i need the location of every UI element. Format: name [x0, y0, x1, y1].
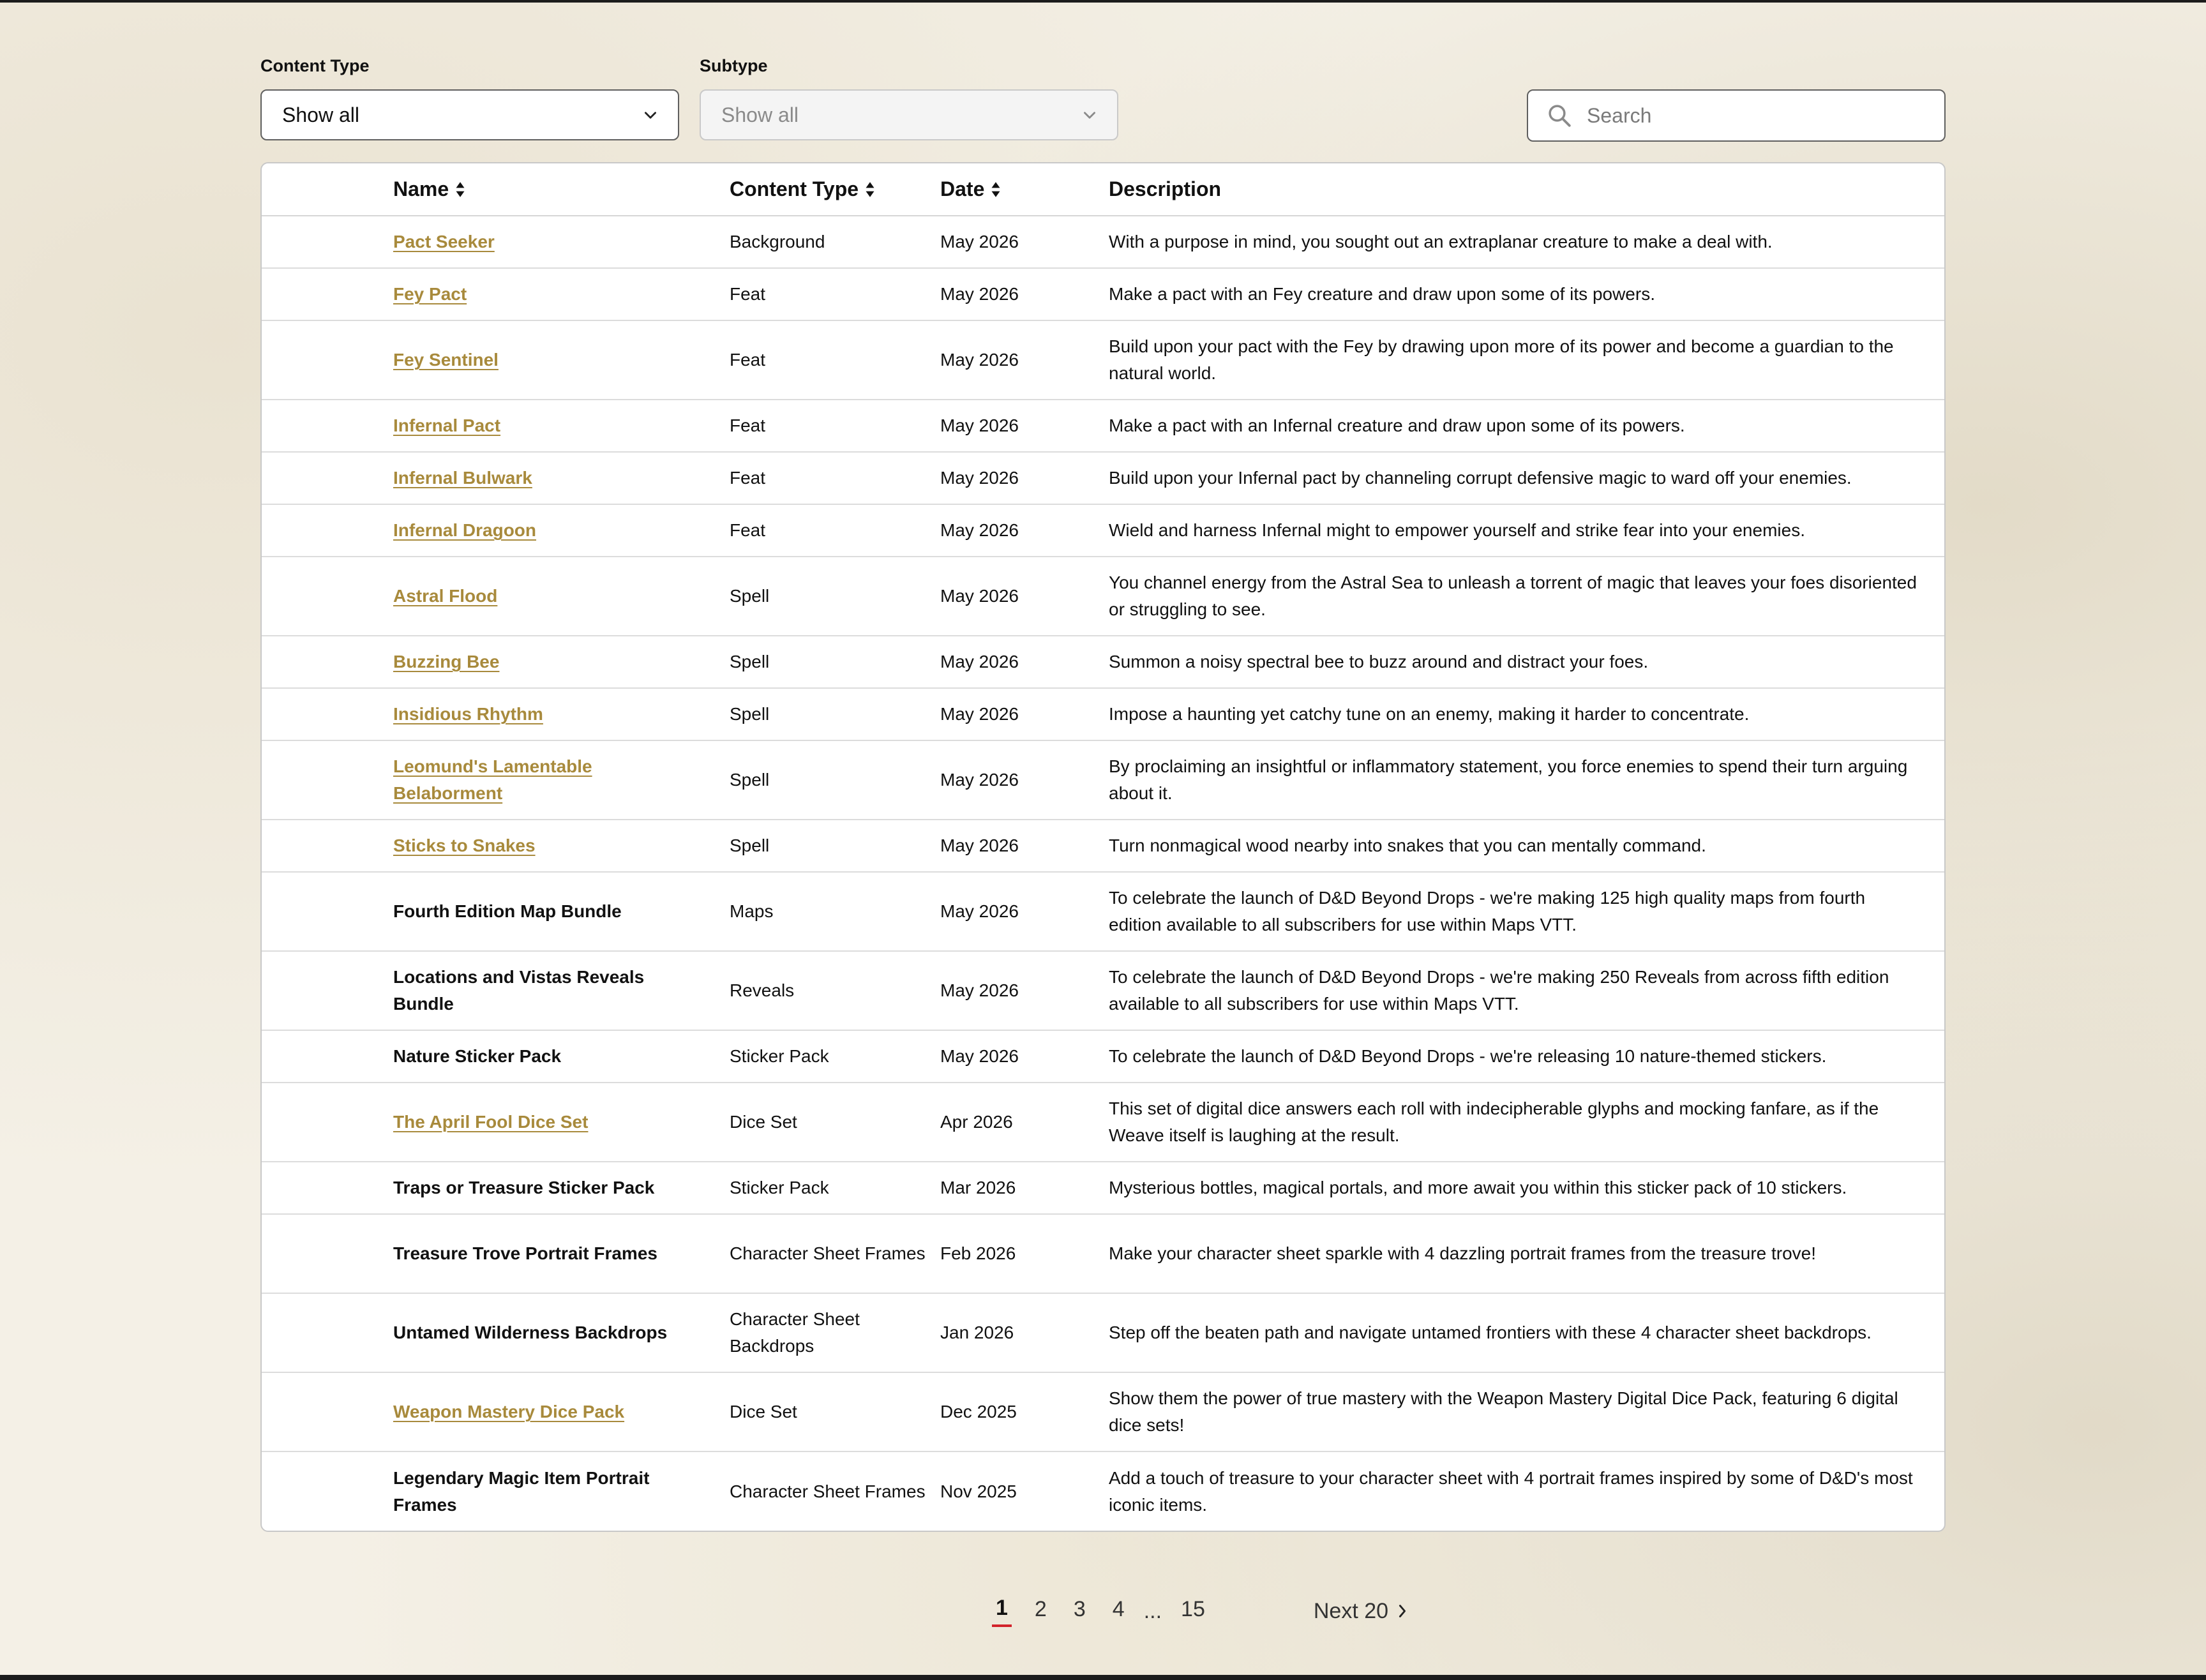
- item-date: May 2026: [940, 416, 1019, 435]
- description-header-label: Description: [1109, 177, 1222, 200]
- item-name-link[interactable]: Infernal Dragoon: [393, 520, 537, 540]
- item-description: Show them the power of true mastery with the Weapon Mastery Digital Dice Pack, featuring 6 digital dice sets!: [1109, 1388, 1898, 1435]
- item-name: Locations and Vistas Reveals Bundle: [393, 967, 645, 1014]
- item-name-link[interactable]: Pact Seeker: [393, 232, 495, 251]
- item-name-link[interactable]: Fey Pact: [393, 284, 467, 304]
- item-date: May 2026: [940, 770, 1019, 790]
- search-icon: [1546, 102, 1573, 129]
- item-date: May 2026: [940, 901, 1019, 921]
- page-last-link[interactable]: 15: [1181, 1596, 1205, 1621]
- chevron-right-icon: [1396, 1603, 1409, 1619]
- item-name-link[interactable]: Astral Flood: [393, 586, 498, 606]
- item-description: To celebrate the launch of D&D Beyond Drops - we're making 125 high quality maps from fourth edition available to all subscribers for use within Maps VTT.: [1109, 888, 1866, 934]
- item-description: This set of digital dice answers each roll with indecipherable glyphs and mocking fanfare, as if the Weave itself is laughing at the result.: [1109, 1099, 1879, 1145]
- table-row: [262, 688, 1946, 740]
- item-description: To celebrate the launch of D&D Beyond Drops - we're releasing 10 nature-themed stickers.: [1109, 1046, 1827, 1066]
- table-row: [262, 1451, 1946, 1531]
- table-row: [262, 216, 1946, 268]
- item-type: Reveals: [730, 980, 795, 1000]
- item-name-link[interactable]: Weapon Mastery Dice Pack: [393, 1402, 625, 1421]
- item-date: May 2026: [940, 350, 1019, 370]
- item-type: Dice Set: [730, 1402, 797, 1421]
- pagination-ellipsis: ...: [1143, 1598, 1162, 1623]
- table-row: [262, 452, 1946, 504]
- item-date: Apr 2026: [940, 1112, 1013, 1132]
- item-description: Add a touch of treasure to your character sheet with 4 portrait frames inspired by some of D&D's most iconic items.: [1109, 1467, 1913, 1515]
- item-description: Build upon your pact with the Fey by drawing upon more of its power and become a guardian to the natural world.: [1109, 336, 1894, 383]
- content-type-column-header[interactable]: [730, 163, 940, 216]
- item-name-link[interactable]: Fey Sentinel: [393, 350, 499, 370]
- item-name-link[interactable]: Sticks to Snakes: [393, 836, 536, 855]
- page-3-link[interactable]: 3: [1073, 1596, 1086, 1621]
- item-name-link[interactable]: The April Fool Dice Set: [393, 1112, 589, 1132]
- item-date: May 2026: [940, 468, 1019, 488]
- item-name: Untamed Wilderness Backdrops: [393, 1323, 668, 1342]
- item-description: Make a pact with an Infernal creature and draw upon some of its powers.: [1109, 416, 1685, 435]
- item-date: May 2026: [940, 520, 1019, 540]
- name-header-label: Name: [393, 177, 449, 200]
- sort-icon: [991, 181, 1001, 198]
- name-column-header[interactable]: [393, 163, 730, 216]
- item-name: Treasure Trove Portrait Frames: [393, 1243, 657, 1263]
- item-date: Dec 2025: [940, 1402, 1017, 1421]
- chevron-down-icon: [1081, 107, 1098, 123]
- table-row: [262, 636, 1946, 688]
- item-type: Spell: [730, 770, 770, 790]
- item-type: Feat: [730, 350, 766, 370]
- next-page-button[interactable]: [1314, 1599, 1409, 1624]
- date-header-label: Date: [940, 177, 985, 200]
- item-description: Mysterious bottles, magical portals, and more await you within this sticker pack of 10 stickers.: [1109, 1178, 1847, 1197]
- page-4-link[interactable]: 4: [1112, 1596, 1125, 1621]
- item-description: With a purpose in mind, you sought out an extraplanar creature to make a deal with.: [1109, 232, 1773, 251]
- item-description: Wield and harness Infernal might to empower yourself and strike fear into your enemies.: [1109, 520, 1805, 540]
- item-type: Maps: [730, 901, 774, 921]
- item-name-link[interactable]: Infernal Bulwark: [393, 468, 532, 488]
- item-description: Build upon your Infernal pact by channeling corrupt defensive magic to ward off your enemies.: [1109, 468, 1852, 488]
- item-type: Sticker Pack: [730, 1046, 829, 1066]
- table-row: [262, 1162, 1946, 1214]
- item-date: May 2026: [940, 284, 1019, 304]
- item-type: Feat: [730, 520, 766, 540]
- table-row: [262, 872, 1946, 951]
- item-type: Spell: [730, 836, 770, 855]
- item-description: Step off the beaten path and navigate untamed frontiers with these 4 character sheet backdrops.: [1109, 1323, 1872, 1342]
- item-description: Turn nonmagical wood nearby into snakes that you can mentally command.: [1109, 836, 1706, 855]
- item-name-link[interactable]: Infernal Pact: [393, 416, 501, 435]
- item-description: Make your character sheet sparkle with 4 dazzling portrait frames from the treasure trove!: [1109, 1243, 1817, 1263]
- item-date: May 2026: [940, 232, 1019, 251]
- item-type: Character Sheet Backdrops: [730, 1309, 860, 1356]
- item-type: Feat: [730, 416, 766, 435]
- table-row: [262, 1214, 1946, 1293]
- spacer-header: [262, 163, 393, 216]
- search-input[interactable]: [1586, 103, 1933, 128]
- item-date: May 2026: [940, 1046, 1019, 1066]
- item-name: Nature Sticker Pack: [393, 1046, 562, 1066]
- item-description: Summon a noisy spectral bee to buzz around and distract your foes.: [1109, 652, 1649, 671]
- table-row: [262, 320, 1946, 400]
- table-row: [262, 1083, 1946, 1162]
- date-column-header[interactable]: [940, 163, 1109, 216]
- sort-icon: [455, 181, 465, 198]
- subtype-label: Subtype: [700, 56, 768, 75]
- table-row: [262, 400, 1946, 452]
- item-date: May 2026: [940, 980, 1019, 1000]
- table-row: [262, 1372, 1946, 1451]
- item-name: Legendary Magic Item Portrait Frames: [393, 1467, 650, 1515]
- item-date: May 2026: [940, 652, 1019, 671]
- item-date: Nov 2025: [940, 1481, 1017, 1501]
- item-name-link[interactable]: Leomund's Lamentable Belaborment: [393, 756, 592, 803]
- table-row: [262, 557, 1946, 636]
- item-type: Background: [730, 232, 825, 251]
- next-page-label: Next 20: [1313, 1598, 1389, 1623]
- search-box[interactable]: [1527, 89, 1946, 142]
- item-date: Jan 2026: [940, 1323, 1014, 1342]
- table-row: [262, 268, 1946, 320]
- item-type: Sticker Pack: [730, 1178, 829, 1197]
- item-description: To celebrate the launch of D&D Beyond Drops - we're making 250 Reveals from across fifth edition available to all subscribers for use within Maps VTT.: [1109, 967, 1889, 1014]
- content-type-value: Show all: [282, 103, 359, 126]
- table-row: [262, 1030, 1946, 1083]
- subtype-select[interactable]: [700, 89, 1118, 140]
- content-table: [260, 162, 1946, 1532]
- item-type: Character Sheet Frames: [730, 1243, 926, 1263]
- item-description: By proclaiming an insightful or inflammatory statement, you force enemies to spend their turn arguing about it.: [1109, 756, 1908, 803]
- item-name: Fourth Edition Map Bundle: [393, 901, 622, 921]
- page-1-link[interactable]: 1: [992, 1596, 1012, 1627]
- item-description: Make a pact with an Fey creature and draw upon some of its powers.: [1109, 284, 1655, 304]
- item-date: Feb 2026: [940, 1243, 1016, 1263]
- table-row: [262, 820, 1946, 872]
- table-row: [262, 951, 1946, 1030]
- item-type: Feat: [730, 468, 766, 488]
- item-type: Character Sheet Frames: [730, 1481, 926, 1501]
- item-type: Feat: [730, 284, 766, 304]
- item-type: Spell: [730, 586, 770, 606]
- item-type: Dice Set: [730, 1112, 797, 1132]
- item-date: May 2026: [940, 836, 1019, 855]
- sort-icon: [865, 181, 875, 198]
- pagination: [992, 1592, 1409, 1630]
- subtype-value: Show all: [721, 103, 799, 126]
- item-type: Spell: [730, 652, 770, 671]
- content-type-header-label: Content Type: [730, 177, 859, 200]
- item-date: Mar 2026: [940, 1178, 1016, 1197]
- item-date: May 2026: [940, 704, 1019, 724]
- item-description: Impose a haunting yet catchy tune on an enemy, making it harder to concentrate.: [1109, 704, 1750, 724]
- item-name-link[interactable]: Insidious Rhythm: [393, 704, 543, 724]
- item-type: Spell: [730, 704, 770, 724]
- description-column-header: [1109, 163, 1946, 216]
- table-header-row: [262, 163, 1946, 216]
- table-row: [262, 504, 1946, 557]
- chevron-down-icon: [642, 107, 659, 123]
- table-row: [262, 740, 1946, 820]
- item-date: May 2026: [940, 586, 1019, 606]
- content-type-select[interactable]: [260, 89, 679, 140]
- content-type-label: Content Type: [260, 56, 370, 75]
- item-description: You channel energy from the Astral Sea to unleash a torrent of magic that leaves your foes disoriented or struggling to see.: [1109, 573, 1917, 619]
- item-name: Traps or Treasure Sticker Pack: [393, 1178, 655, 1197]
- table-row: [262, 1293, 1946, 1372]
- page-2-link[interactable]: 2: [1034, 1596, 1047, 1621]
- item-name-link[interactable]: Buzzing Bee: [393, 652, 500, 671]
